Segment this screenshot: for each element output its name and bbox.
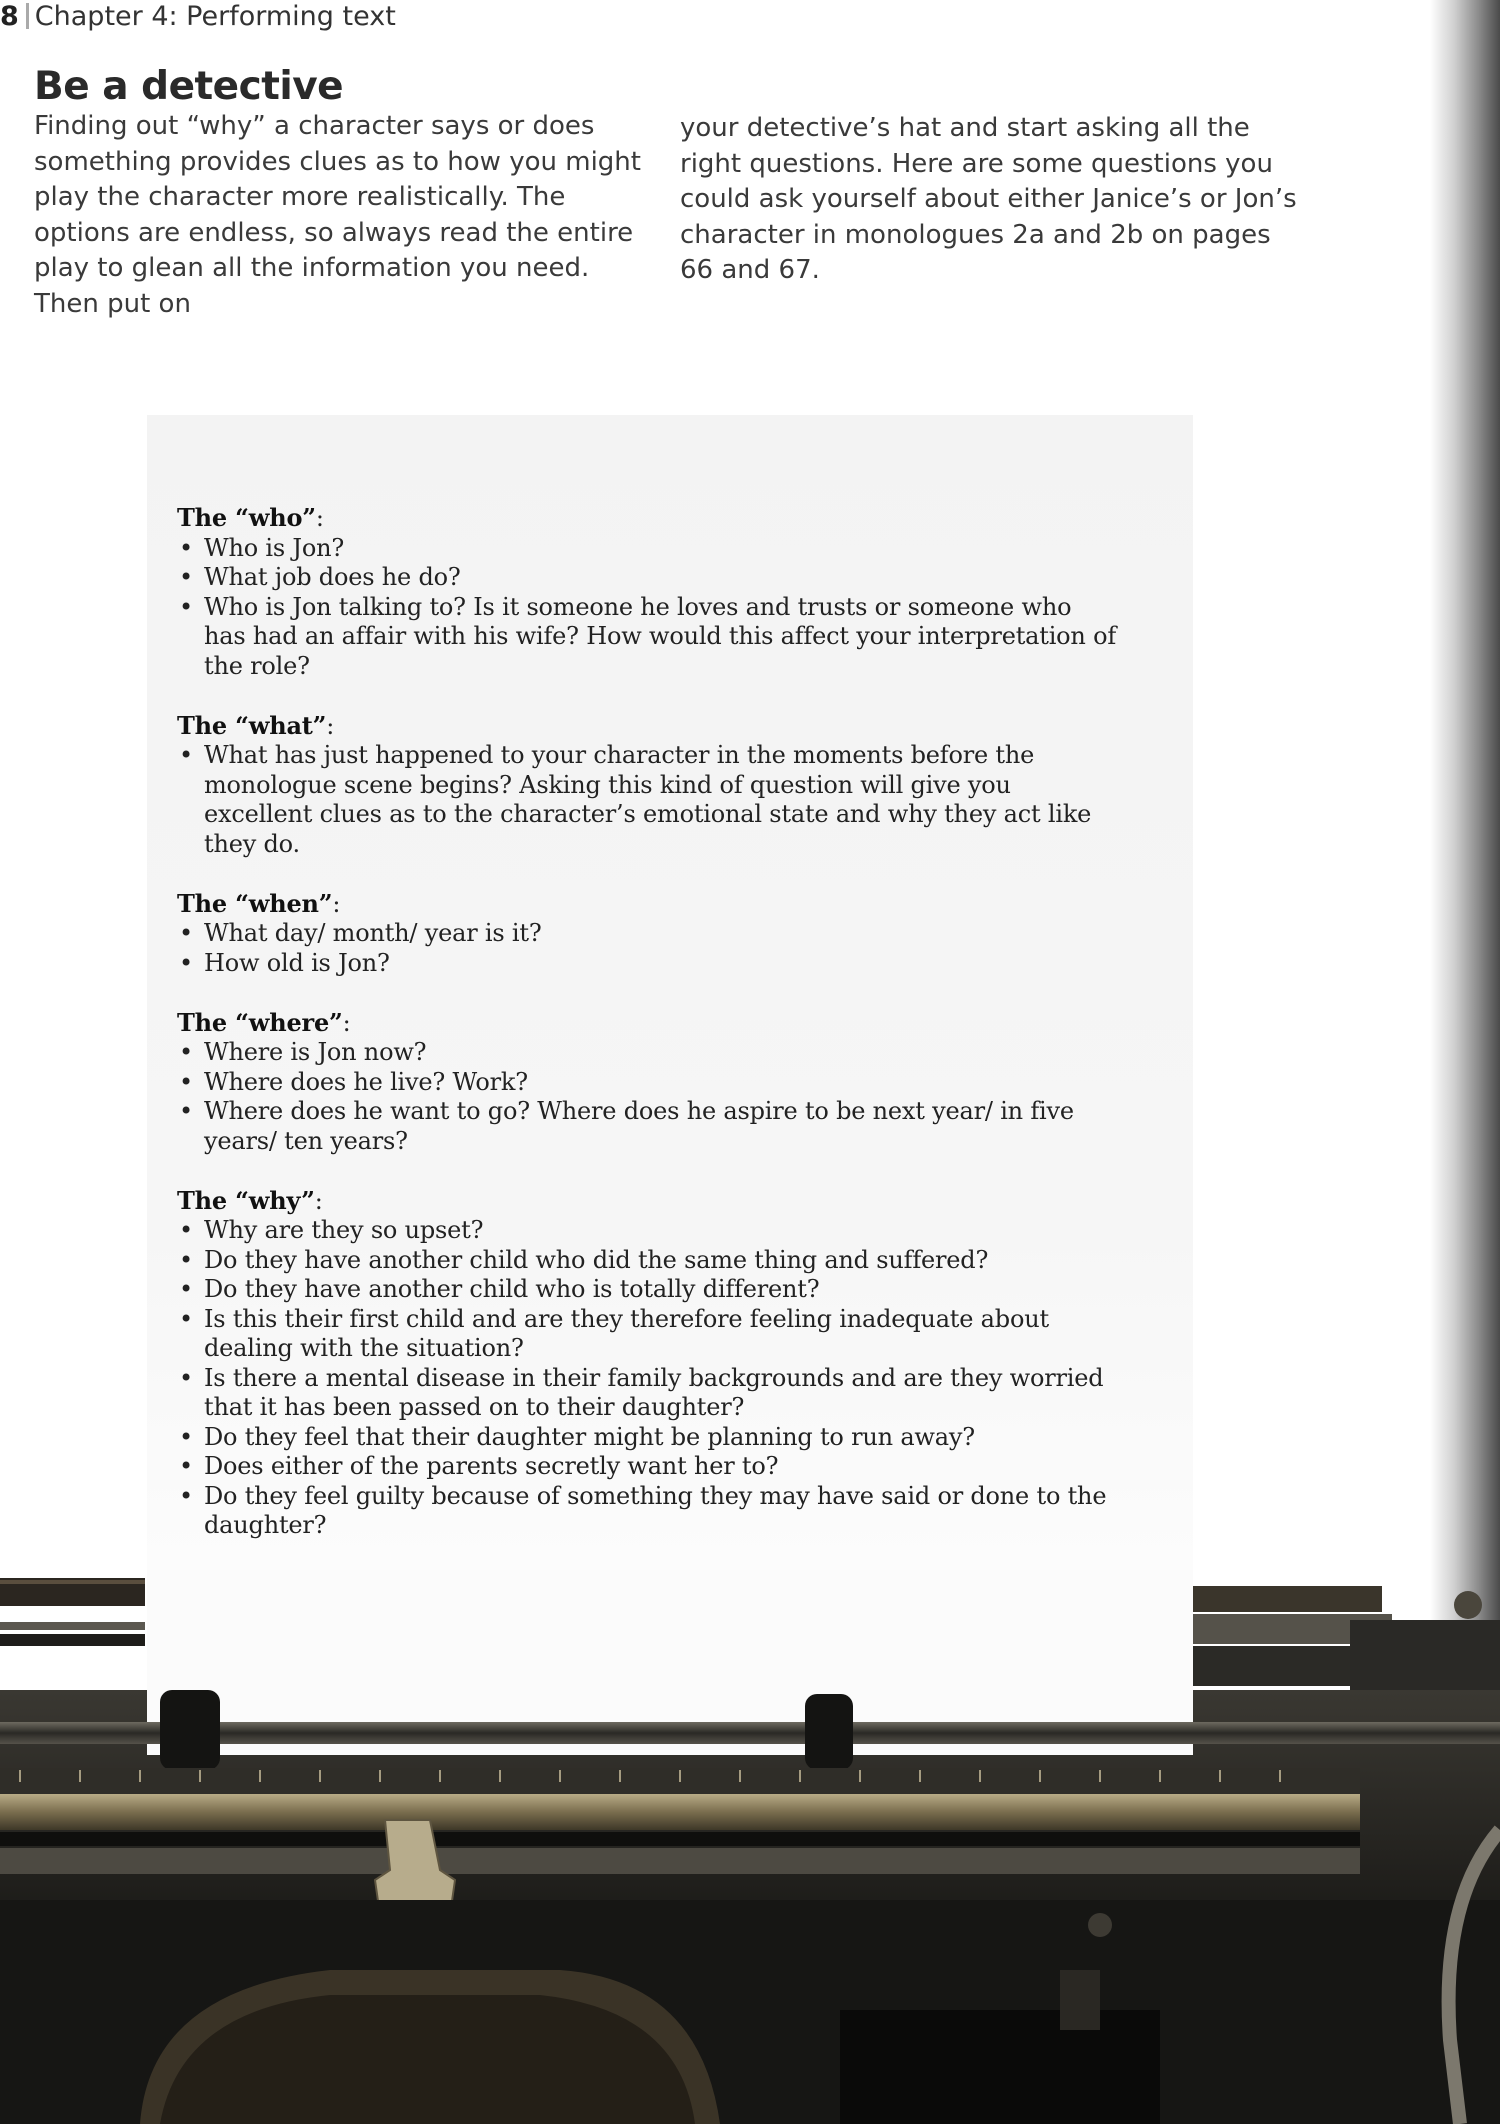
question-item: • How old is Jon? — [177, 949, 1117, 979]
question-item: • Where is Jon now? — [177, 1038, 1117, 1068]
running-head — [0, 0, 396, 32]
section-title-colon: : — [332, 889, 341, 918]
question-item: • Who is Jon talking to? Is it someone he loves and trusts or someone who has had an affair with his wife? How would this affect your interpretation of the role? — [177, 593, 1117, 682]
question-item: • Who is Jon? — [177, 534, 1117, 564]
question-item: • Do they have another child who did the same thing and suffered? — [177, 1246, 1117, 1276]
question-item: • Is there a mental disease in their family backgrounds and are they worried that it has been passed on to their daughter? — [177, 1364, 1117, 1423]
question-list — [177, 741, 1117, 859]
question-list — [177, 534, 1117, 682]
section-title-colon: : — [342, 1008, 351, 1037]
section-title: The “where” — [177, 1007, 343, 1037]
question-item: • What day/ month/ year is it? — [177, 919, 1117, 949]
question-item: • What has just happened to your character in the moments before the monologue scene begins? Asking this kind of question will give you excellent clues as to the character’s emotional state and why they act like they do. — [177, 741, 1117, 859]
section-title: The “who” — [177, 503, 316, 532]
section-heading: Be a detective — [34, 64, 344, 109]
question-item: • Where does he want to go? Where does he aspire to be next year/ in five years/ ten years? — [177, 1097, 1117, 1156]
section-title: The “why” — [177, 1185, 315, 1215]
section-title-colon: : — [315, 504, 324, 532]
intro-column-2: your detective’s hat and start asking all the right questions. Here are some questions you could ask yourself about either Janice’s or Jon’s character in monologues 2a and 2b on pages 66 and 67. — [680, 113, 1297, 285]
question-list — [177, 1038, 1117, 1156]
section-title: The “when” — [177, 888, 333, 918]
typewriter-image — [0, 1570, 1500, 2124]
question-item: • Does either of the parents secretly want her to? — [177, 1452, 1117, 1482]
question-list — [177, 919, 1117, 978]
question-item: • Do they feel that their daughter might be planning to run away? — [177, 1423, 1117, 1453]
question-section — [177, 889, 1117, 979]
chapter-title: Chapter 4: Performing text — [34, 0, 396, 32]
section-title-colon: : — [326, 711, 335, 740]
question-section — [177, 503, 1117, 681]
question-item: • Where does he live? Work? — [177, 1068, 1117, 1098]
intro-column-1: Finding out “why” a character says or does something provides clues as to how you might play the character more realistically. The options are endless, so always read the entire play to glean all the information you need. Then put on — [34, 111, 641, 319]
running-head-divider — [26, 3, 29, 29]
question-item: • Is this their first child and are they therefore feeling inadequate about dealing with the situation? — [177, 1305, 1117, 1364]
question-section — [177, 1008, 1117, 1157]
page-number: 8 — [0, 0, 19, 32]
question-item: • Why are they so upset? — [177, 1216, 1117, 1246]
question-list — [177, 1216, 1117, 1541]
question-item: • Do they feel guilty because of something they may have said or done to the daughter? — [177, 1482, 1117, 1541]
typewriter-illustration — [0, 1570, 1500, 2124]
section-title: The “what” — [177, 710, 327, 740]
question-section — [177, 1186, 1117, 1541]
question-section — [177, 711, 1117, 860]
question-item: • What job does he do? — [177, 563, 1117, 593]
question-item: • Do they have another child who is totally different? — [177, 1275, 1117, 1305]
section-title-colon: : — [314, 1186, 323, 1215]
typed-question-list — [177, 503, 1117, 1570]
